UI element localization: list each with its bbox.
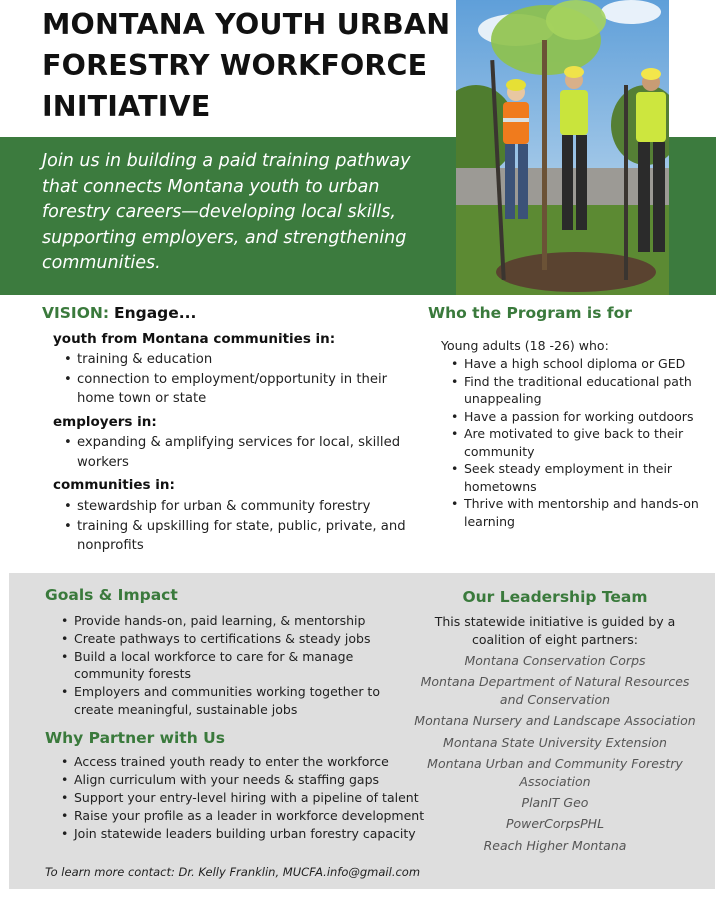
partner-item: PowerCorpsPHL [505, 816, 605, 832]
partner-item: Montana Urban and Community Forestry Association [427, 755, 683, 789]
vision-communities-list [53, 497, 413, 556]
list-item: • Access trained youth ready to enter the workforce [50, 753, 430, 771]
list-item: • Support your entry-level hiring with a pipeline of talent [50, 789, 430, 807]
why-partner-heading: Why Partner with Us [45, 729, 225, 747]
list-item: • Have a passion for working outdoors [440, 408, 700, 426]
list-item: • Align curriculum with your needs & staffing gaps [50, 771, 430, 789]
list-item: • expanding & amplifying services for local, skilled workers [53, 433, 413, 472]
goals-list [50, 612, 410, 719]
list-item: • Have a high school diploma or GED [440, 355, 700, 373]
list-item: • Are motivated to give back to their community [440, 425, 700, 460]
vision-keyword: VISION: [42, 304, 110, 322]
page-title [42, 4, 452, 127]
list-item: • connection to employment/opportunity in their home town or state [53, 370, 413, 409]
partner-item: Montana Nursery and Landscape Association [414, 713, 696, 729]
vision-youth-list [53, 350, 413, 409]
leadership-heading: Our Leadership Team [462, 588, 648, 606]
list-item: • Create pathways to certifications & steady jobs [50, 630, 410, 648]
list-item: • Raise your profile as a leader in workforce development [50, 807, 430, 825]
list-item: • training & upskilling for state, public, private, and nonprofits [53, 517, 413, 556]
list-item: • Build a local workforce to care for & manage community forests [50, 648, 410, 684]
partner-item: PlanIT Geo [521, 795, 589, 811]
vision-heading [42, 304, 196, 322]
list-item: • stewardship for urban & community forestry [53, 497, 413, 517]
vision-employers-list [53, 433, 413, 472]
list-item: • Find the traditional educational path unappealing [440, 373, 700, 408]
title-line-2: FORESTRY WORKFORCE [42, 49, 428, 82]
contact-line: To learn more contact: Dr. Kelly Franklin, MUCFA.info@gmail.com [45, 865, 421, 879]
partner-item: Montana State University Extension [443, 734, 667, 750]
list-item: • Provide hands-on, paid learning, & mentorship [50, 612, 410, 630]
partner-item: Reach Higher Montana [483, 837, 627, 853]
vision-youth-heading: youth from Montana communities in: [53, 331, 336, 347]
vision-communities-heading: communities in: [53, 477, 175, 493]
list-item: • Seek steady employment in their hometowns [440, 460, 700, 495]
title-line-3: INITIATIVE [42, 90, 211, 123]
list-item: • training & education [53, 350, 413, 370]
partner-item: Montana Department of Natural Resources and Conservation [420, 674, 690, 708]
title-line-1: MONTANA YOUTH URBAN [42, 8, 451, 41]
partner-list [414, 652, 696, 858]
goals-heading: Goals & Impact [45, 586, 178, 604]
list-item: • Join statewide leaders building urban forestry capacity [50, 825, 430, 843]
list-item: • Employers and communities working together to create meaningful, sustainable jobs [50, 683, 410, 719]
who-intro: Young adults (18 -26) who: [441, 338, 609, 353]
who-heading: Who the Program is for [428, 304, 632, 322]
who-list [440, 355, 700, 530]
vision-verb: Engage... [113, 304, 197, 322]
tagline: Join us in building a paid training pathway that connects Montana youth to urban forestry careers—developing local skills, supporting employers, and strengthening communities. [42, 151, 411, 274]
partner-item: Montana Conservation Corps [464, 653, 646, 668]
why-partner-list [50, 753, 430, 843]
list-item: • Thrive with mentorship and hands-on learning [440, 495, 700, 530]
leadership-intro: This statewide initiative is guided by a coalition of eight partners: [434, 614, 676, 647]
tree-planting-photo [456, 0, 669, 295]
banner-right-edge [669, 137, 716, 295]
vision-employers-heading: employers in: [53, 414, 157, 430]
